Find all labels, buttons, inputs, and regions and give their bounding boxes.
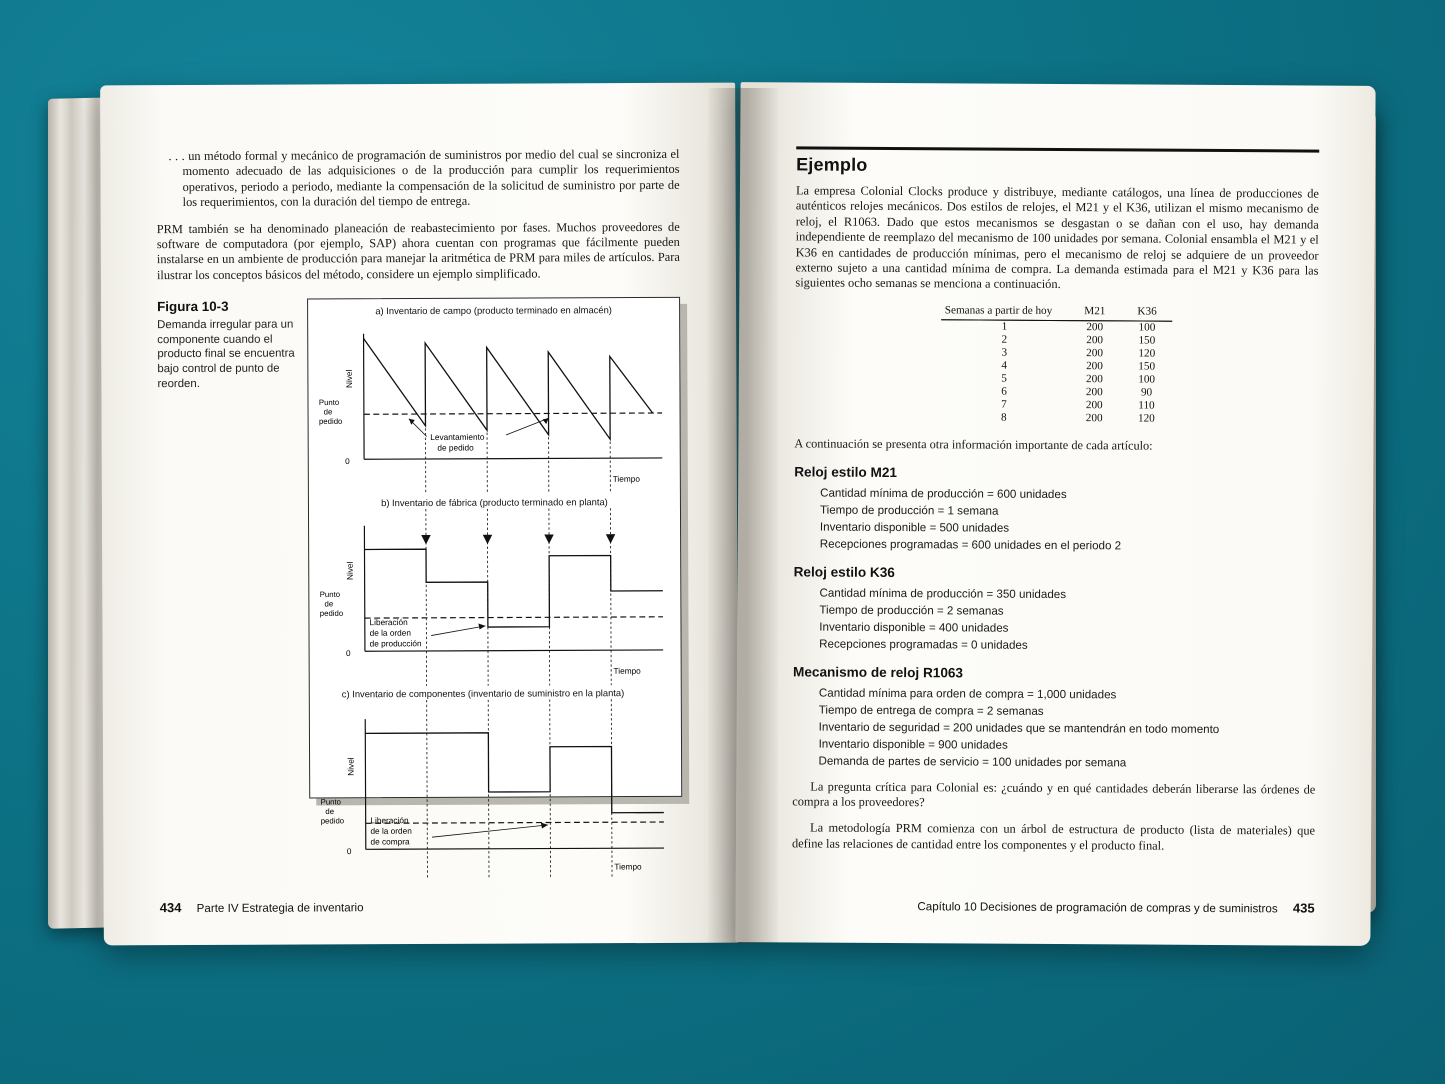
svg-text:Punto: Punto <box>319 589 341 599</box>
svg-text:Nivel: Nivel <box>345 561 355 580</box>
svg-text:de: de <box>324 599 334 609</box>
table-row: 8 200 120 <box>1001 412 1155 425</box>
left-page <box>100 83 739 946</box>
example-intro: La empresa Colonial Clocks produce y distribuye, mediante catálogos, una línea de producciones de auténticos relojes mecánicos. Dos estilos de relojes, el M21 y el K36, utilizan el mismo mecanismo de reloj, el R1063. Dado que estos mecanismos se desgastan o se dañan con el uso, hay demanda independiente de reemplazo del mecanismo de 100 unidades por semana. Colonial ensambla el M21 y el K36 en cantidades de producción mínimas, pero el mecanismo de reloj se adquiere de un proveedor externo sujeto a una cantidad mínima de compra. La demanda estimada para el M21 y K36 para las siguientes ocho semanas se menciona a continuación. <box>795 183 1320 292</box>
svg-text:de la orden: de la orden <box>369 628 411 638</box>
table-row: 5 200 100 <box>1001 373 1156 386</box>
item-title-m21: Reloj estilo M21 <box>794 463 898 480</box>
svg-text:Punto: Punto <box>318 398 340 408</box>
svg-text:Tiempo: Tiempo <box>612 474 640 485</box>
list-item: Inventario disponible = 400 unidades <box>819 620 1009 635</box>
folio-left <box>160 899 364 915</box>
running-head-right: Capítulo 10 Decisiones de programación de compras y de suministros <box>917 900 1278 916</box>
table-row: 1 200 100 <box>1001 321 1156 334</box>
page-number-left: 434 <box>159 900 182 916</box>
panel-c-title: c) Inventario de componentes (inventario de suministro en la planta) <box>341 687 625 700</box>
panel-b-chart <box>317 508 673 687</box>
svg-text:Punto: Punto <box>320 797 342 807</box>
table-row: 7 200 110 <box>1001 399 1155 412</box>
panel-c-chart <box>318 699 674 878</box>
panel-a-chart <box>316 316 672 495</box>
svg-text:Nivel: Nivel <box>344 369 354 389</box>
left-quote: . . . un método formal y mecánico de programación de suministros por medio del cual se sincroniza el momento adecuado de las adquisiciones o de la producción para cumplir los requerimientos operativos, periodo a periodo, mediante la compensación de la solicitud de suministro por parte de los requerimientos, con la duración del tiempo de entrega. <box>168 146 680 210</box>
svg-text:Tiempo: Tiempo <box>614 862 642 872</box>
item-title-k36: Reloj estilo K36 <box>793 563 895 580</box>
svg-text:Liberación: Liberación <box>369 617 408 627</box>
demand-table-wrap <box>795 302 1319 428</box>
svg-text:de producción: de producción <box>369 639 422 649</box>
list-item: Tiempo de entrega de compra = 2 semanas <box>818 703 1044 718</box>
list-item: Demanda de partes de servicio = 100 unidades por semana <box>818 754 1127 769</box>
svg-text:pedido: pedido <box>318 417 343 427</box>
list-item: Inventario de seguridad = 200 unidades que se mantendrán en todo momento <box>818 720 1220 736</box>
figure-image <box>307 297 682 872</box>
list-item: Tiempo de producción = 1 semana <box>819 503 999 518</box>
figure-10-3 <box>157 297 682 872</box>
closing-paragraph-2: La metodología PRM comienza con un árbol de estructura de producto (lista de materiales) que define las relaciones de cantidad entre los componentes y el producto final. <box>791 820 1316 853</box>
panel-a-title: a) Inventario de campo (producto terminado en almacén) <box>375 304 612 317</box>
folio-right <box>917 898 1314 915</box>
table-header-k36: K36 <box>1121 304 1172 321</box>
svg-text:de la orden: de la orden <box>370 827 412 837</box>
svg-text:pedido: pedido <box>320 816 345 826</box>
table-row: 2 200 150 <box>1001 334 1156 347</box>
item-title-r1063: Mecanismo de reloj R1063 <box>792 663 964 680</box>
after-table-note: A continuación se presenta otra información importante de cada artículo: <box>794 436 1153 453</box>
section-heading: Ejemplo <box>796 154 868 175</box>
open-book <box>48 84 1368 954</box>
svg-text:Tiempo: Tiempo <box>613 666 641 676</box>
svg-text:de compra: de compra <box>370 837 410 847</box>
figure-description: Demanda irregular para un componente cuando el producto final se encuentra bajo control de punto de reorden. <box>157 318 295 390</box>
list-item: Cantidad mínima de producción = 350 unidades <box>819 586 1067 601</box>
list-item: Tiempo de producción = 2 semanas <box>819 603 1004 618</box>
table-header-weeks: Semanas a partir de hoy <box>941 303 1069 320</box>
svg-text:0: 0 <box>345 648 351 658</box>
left-paragraph: PRM también se ha denominado planeación de reabastecimiento por fases. Muchos proveedores de software de computadora (por ejemplo, SAP) ahora cuentan con programas que fácilmente pueden instalarse en un ambiente de producción para manejar la aritmética de PRM para miles de artículos. Para ilustrar los conceptos básicos del método, considere un ejemplo simplificado. <box>156 219 680 282</box>
svg-text:de: de <box>325 807 335 817</box>
panel-b-title: b) Inventario de fábrica (producto terminado en planta) <box>381 495 608 508</box>
running-head-left: Parte IV Estrategia de inventario <box>196 901 364 915</box>
item-list-k36 <box>793 584 1316 655</box>
svg-text:Nivel: Nivel <box>346 757 356 777</box>
figure-caption <box>157 299 299 800</box>
svg-text:de: de <box>323 407 333 417</box>
table-row: 3 200 120 <box>1001 347 1156 360</box>
table-row: 4 200 150 <box>1001 360 1156 373</box>
svg-text:Levantamiento: Levantamiento <box>430 433 485 443</box>
list-item: Recepciones programadas = 600 unidades en el periodo 2 <box>819 537 1122 552</box>
list-item: Inventario disponible = 500 unidades <box>819 520 1010 535</box>
closing-paragraph-1: La pregunta crítica para Colonial es: ¿cuándo y en qué cantidades deberán liberarse las órdenes de compra a los proveedores? <box>792 779 1316 810</box>
svg-text:pedido: pedido <box>319 608 344 618</box>
right-page <box>735 82 1375 946</box>
demand-table <box>940 303 1173 427</box>
svg-text:0: 0 <box>345 457 350 467</box>
page-number-right: 435 <box>1292 900 1315 916</box>
svg-text:de pedido: de pedido <box>437 443 474 453</box>
list-item: Recepciones programadas = 0 unidades <box>819 637 1028 652</box>
list-item: Cantidad mínima para orden de compra = 1,000 unidades <box>818 686 1117 701</box>
table-header-m21: M21 <box>1068 304 1121 321</box>
svg-text:Liberación: Liberación <box>370 816 409 826</box>
item-list-m21 <box>794 484 1317 555</box>
heading-rule <box>796 146 1319 152</box>
item-list-r1063 <box>792 684 1316 772</box>
list-item: Cantidad mínima de producción = 600 unidades <box>820 486 1067 501</box>
figure-label: Figura 10-3 <box>157 299 229 315</box>
table-row: 6 200 90 <box>1001 386 1153 399</box>
svg-text:0: 0 <box>346 847 352 857</box>
list-item: Inventario disponible = 900 unidades <box>818 737 1008 752</box>
